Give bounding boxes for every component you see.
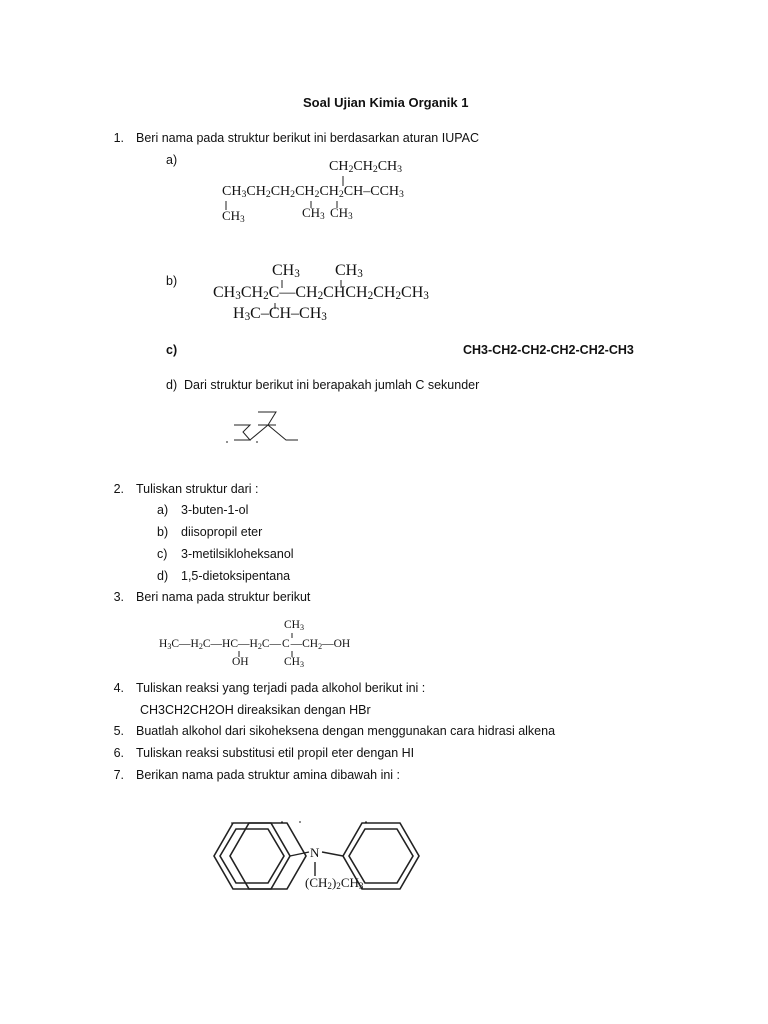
q2-item-a-label: a) (157, 503, 169, 517)
q3-below-oh: OH (232, 656, 249, 668)
q7-propyl-chain: $(CH_2)_2CH_3$ (305, 875, 364, 891)
q3-main-chain: $H_3C—H_2C—HC—H_2C—$ C $—CH_2—OH$ (159, 638, 351, 651)
q3-number: 3. (113, 590, 124, 604)
q2-item-b-label: b) (157, 525, 169, 539)
q1c-formula: CH3-CH2-CH2-CH2-CH2-CH3 (463, 343, 634, 357)
q5-text: Buatlah alkohol dari sikoheksena dengan menggunakan cara hidrasi alkena (136, 724, 556, 738)
q1b-top-right: $CH_3$ (335, 262, 363, 280)
q4-number: 4. (113, 681, 124, 695)
q6-number: 6. (113, 746, 124, 760)
q1b-label: b) (166, 274, 178, 288)
q2-item-c-label: c) (157, 547, 168, 561)
q1-number: 1. (113, 131, 124, 145)
q2-item-b-text: diisopropil eter (181, 525, 263, 539)
q2-item-d-label: d) (157, 569, 169, 583)
q1a-below-mid: $CH_3$ (302, 205, 325, 221)
q1-text: Beri nama pada struktur berikut ini berdasarkan aturan IUPAC (136, 131, 479, 145)
q6-text: Tuliskan reaksi substitusi etil propil eter dengan HI (136, 746, 415, 760)
q2-item-c-text: 3-metilsikloheksanol (181, 547, 294, 561)
page-title: Soal Ujian Kimia Organik 1 (303, 95, 469, 110)
q1a-below-right: $CH_3$ (330, 205, 353, 221)
q1c-label: c) (166, 343, 178, 357)
q2-text: Tuliskan struktur dari : (136, 482, 259, 496)
q1a-top-group: $CH_2CH_2CH_3$ (329, 159, 403, 175)
q2-item-d-text: 1,5-dietoksipentana (181, 569, 291, 583)
q1d-text: Dari struktur berikut ini berapakah jumlah C sekunder (184, 378, 480, 392)
q3-top-ch3: $CH_3$ (284, 619, 305, 632)
q1b-main-chain: $CH_3CH_2C—CH_2CHCH_2CH_2CH_3$ (213, 284, 429, 302)
q7-number: 7. (113, 768, 124, 782)
q1b-bottom-group: $H_3C-CH-CH_3$ (233, 305, 327, 323)
q2-item-a-text: 3-buten-1-ol (181, 503, 249, 517)
q1a-label: a) (166, 153, 178, 167)
q1d-label: d) (166, 378, 178, 392)
q2-number: 2. (113, 482, 124, 496)
q4-text: Tuliskan reaksi yang terjadi pada alkohol berikut ini : (136, 681, 426, 695)
q1a-main-chain: $CH_3CH_2CH_2CH_2CH_2CH-CCH_3$ (222, 184, 404, 200)
q1a-below-left: $CH_3$ (222, 208, 245, 224)
q5-number: 5. (113, 724, 124, 738)
q3-below-ch3: $CH_3$ (284, 656, 305, 669)
q7-n-atom: N (310, 845, 320, 860)
q7-text: Berikan nama pada struktur amina dibawah ini : (136, 768, 401, 782)
q1b-top-left: $CH_3$ (272, 262, 300, 280)
q3-text: Beri nama pada struktur berikut (136, 590, 311, 604)
q4-subtext: CH3CH2CH2OH direaksikan dengan HBr (140, 703, 371, 717)
